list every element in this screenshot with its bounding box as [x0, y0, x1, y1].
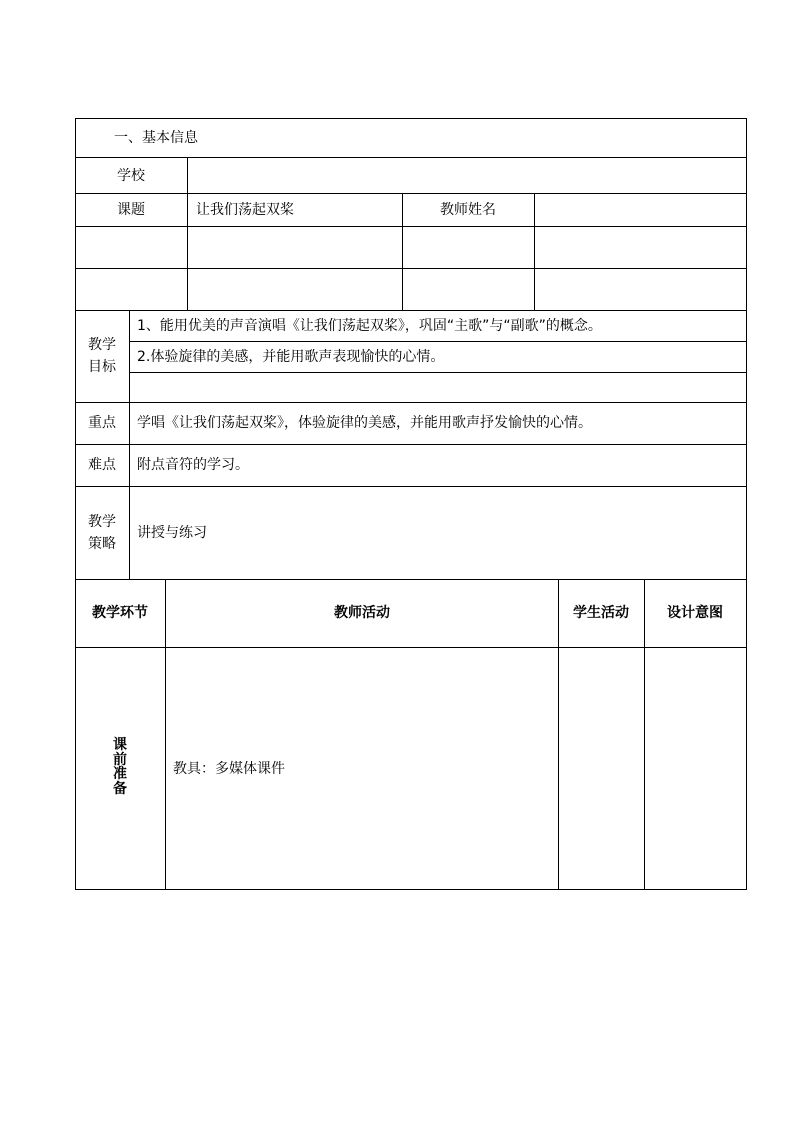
row-divider	[129, 341, 747, 342]
key-point-value: 学唱《让我们荡起双桨》，体验旋律的美感，并能用歌声抒发愉快的心情。	[137, 415, 592, 431]
teacher-name-label: 教师姓名	[440, 202, 496, 218]
table-border-top	[75, 118, 747, 119]
stage-char: 准	[113, 766, 127, 783]
row-divider	[75, 226, 747, 227]
col-divider	[644, 579, 645, 889]
col-divider	[187, 157, 188, 310]
row-divider	[75, 647, 747, 648]
header-student-activity: 学生活动	[573, 605, 629, 621]
key-point-label: 重点	[88, 415, 116, 431]
row-divider	[75, 193, 747, 194]
stage-char: 课	[113, 737, 127, 753]
row-divider	[75, 486, 747, 487]
strategy-label-line: 策略	[88, 536, 116, 552]
row-divider	[75, 444, 747, 445]
stage-char: 前	[113, 751, 127, 768]
col-divider	[558, 579, 559, 889]
strategy-value: 讲授与练习	[137, 525, 207, 541]
table-border-bottom	[75, 889, 747, 890]
table-border-right	[746, 118, 747, 890]
header-teacher-activity: 教师活动	[334, 605, 390, 621]
row-divider	[75, 268, 747, 269]
row-divider	[129, 372, 747, 373]
strategy-label-line: 教学	[88, 514, 116, 530]
topic-value: 让我们荡起双桨	[196, 202, 294, 218]
strategy-label	[82, 511, 122, 555]
difficulty-value: 附点音符的学习。	[137, 457, 249, 473]
header-design-intent: 设计意图	[667, 605, 723, 621]
topic-label: 课题	[117, 202, 145, 218]
objective-item: 1、能用优美的声音演唱《让我们荡起双桨》，巩固“主歌”与“副歌”的概念。	[137, 318, 602, 334]
col-divider	[534, 193, 535, 310]
stage-label-pre-class	[110, 738, 130, 797]
col-divider	[129, 310, 130, 579]
stage-char: 备	[113, 781, 127, 798]
difficulty-label: 难点	[88, 457, 116, 473]
teacher-activity-cell: 教具：多媒体课件	[173, 761, 285, 777]
section-title: 一、基本信息	[114, 130, 198, 146]
row-divider	[75, 579, 747, 580]
objectives-label-line: 目标	[88, 359, 116, 375]
school-label: 学校	[117, 168, 145, 184]
objective-item: 2.体验旋律的美感，并能用歌声表现愉快的心情。	[137, 349, 445, 365]
row-divider	[75, 157, 747, 158]
objectives-label-line: 教学	[88, 337, 116, 353]
row-divider	[75, 402, 747, 403]
col-divider	[402, 193, 403, 310]
header-teaching-stage: 教学环节	[92, 605, 148, 621]
col-divider	[165, 579, 166, 889]
table-border-left	[75, 118, 76, 890]
objectives-label	[82, 334, 122, 378]
row-divider	[75, 310, 747, 311]
